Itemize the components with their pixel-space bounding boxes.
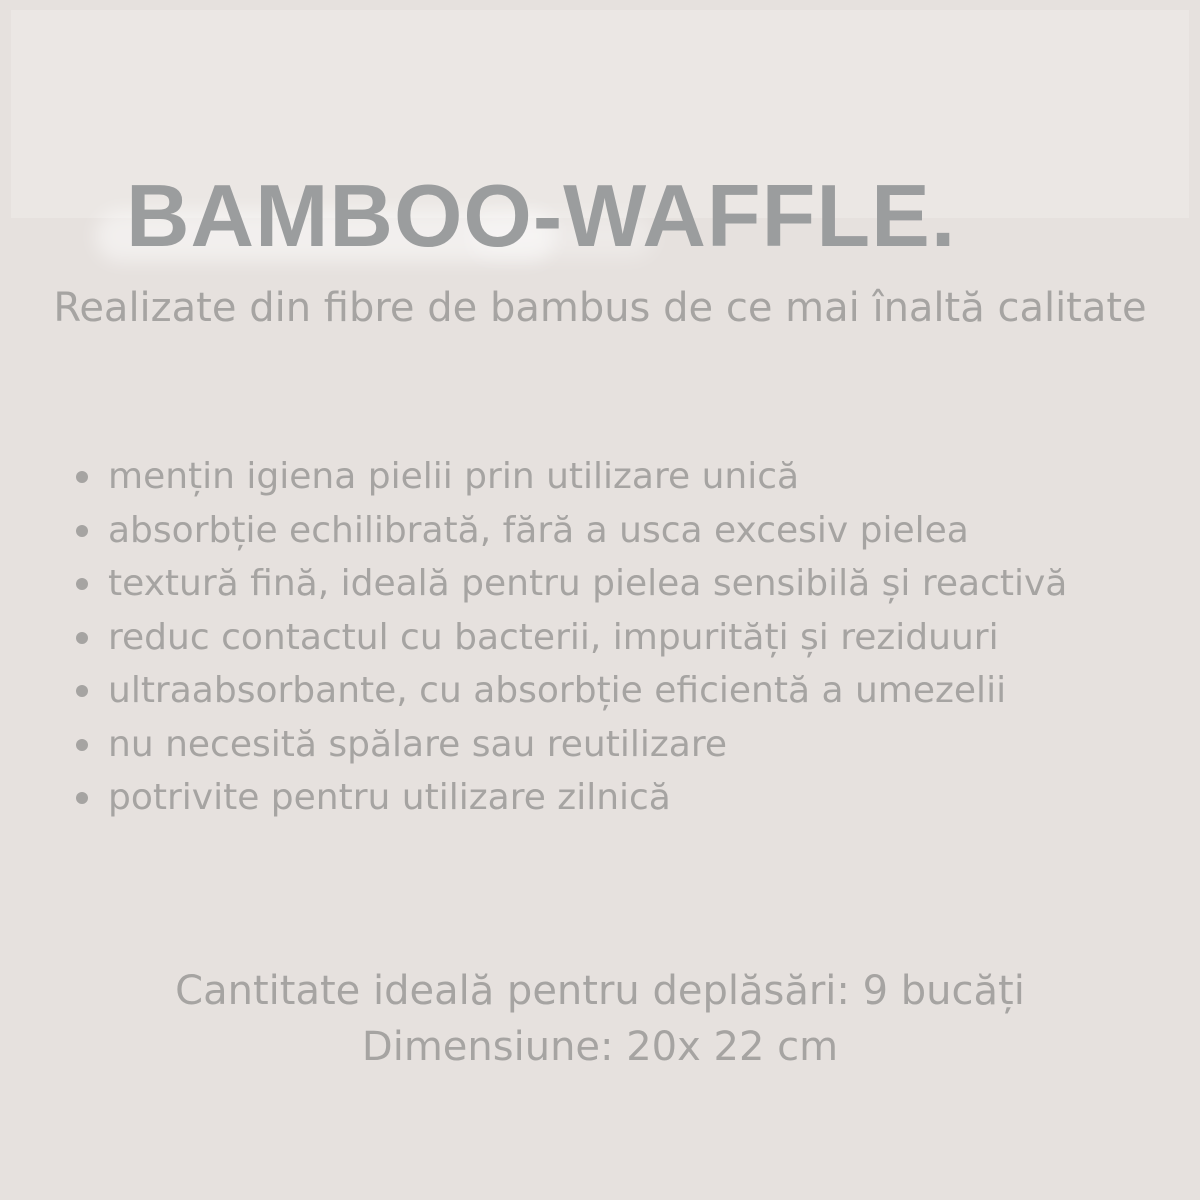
feature-item (108, 664, 1067, 718)
bullet-dot-icon (76, 471, 88, 483)
bullet-dot-icon (76, 739, 88, 751)
bullet-dot-icon (76, 578, 88, 590)
feature-item (108, 771, 1067, 825)
features-list (0, 450, 1067, 825)
page-title: BAMBOO-WAFFLE. (126, 165, 957, 265)
dimensions-line: Dimensiune: 20x 22 cm (361, 1024, 839, 1070)
feature-item-label: nu necesită spălare sau reutilizare (108, 723, 727, 765)
feature-item (108, 611, 1067, 665)
feature-item-label: reduc contactul cu bacterii, impurități și reziduuri (108, 616, 999, 658)
feature-item-label: potrivite pentru utilizare zilnică (108, 777, 671, 818)
feature-item-label: textură fină, ideală pentru pielea sensibilă și reactivă (108, 563, 1068, 604)
subtitle: Realizate din fibre de bambus de ce mai înaltă calitate (53, 285, 1147, 331)
bullet-dot-icon (76, 525, 88, 537)
bullet-dot-icon (76, 792, 88, 804)
feature-item (108, 504, 1067, 558)
quantity-line: Cantitate ideală pentru deplăsări: 9 bucăți (175, 968, 1025, 1014)
feature-item-label: absorbție echilibrată, fără a usca excesiv pielea (108, 509, 969, 551)
feature-item (108, 557, 1067, 611)
bullet-dot-icon (76, 632, 88, 644)
bullet-dot-icon (76, 685, 88, 697)
footer-block (0, 963, 1200, 1075)
feature-item (108, 450, 1067, 504)
feature-item (108, 718, 1067, 772)
feature-item-label: mențin igiena pielii prin utilizare unică (108, 456, 800, 497)
feature-item-label: ultraabsorbante, cu absorbție eficientă a umezelii (108, 670, 1007, 711)
